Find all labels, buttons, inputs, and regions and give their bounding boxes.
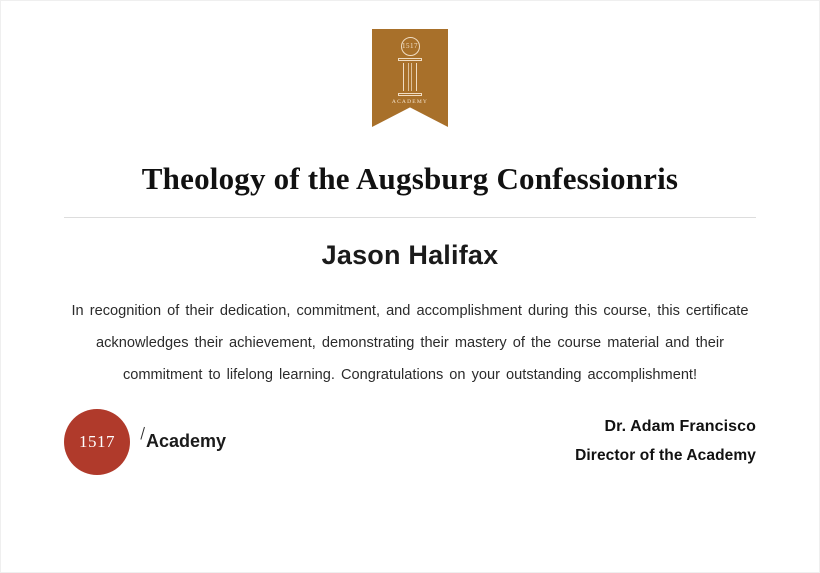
academy-emblem (372, 29, 448, 127)
recipient-name: Jason Halifax (321, 239, 499, 270)
seal-label-wrap (144, 431, 226, 452)
emblem-academy-label: ACADEMY (391, 99, 429, 105)
seal-label: Academy (146, 431, 227, 452)
seal-year-label: 1517 (79, 431, 115, 451)
seal-group (64, 409, 226, 475)
course-title: Theology of the Augsburg Confessionris (141, 161, 679, 196)
academy-seal (64, 409, 130, 475)
signature-block (575, 418, 756, 465)
signatory-name: Dr. Adam Francisco (604, 418, 756, 436)
pillar-shaft (403, 63, 417, 91)
pillar-capital (398, 58, 422, 61)
title-divider (64, 217, 756, 218)
emblem-year-label: 1517 (401, 37, 420, 56)
pillar-icon (397, 58, 423, 96)
certificate-footer (64, 409, 756, 475)
emblem-content (372, 29, 448, 127)
signatory-role: Director of the Academy (575, 447, 756, 465)
pillar-base (398, 93, 422, 96)
certificate-body-text: In recognition of their dedication, commitment, and accomplishment during this course, this certificate acknowledges their achievement, demonstrating their mastery of the course material and their commitment to lifelong learning. Congratulations on your outstanding accomplishment! (71, 302, 749, 383)
